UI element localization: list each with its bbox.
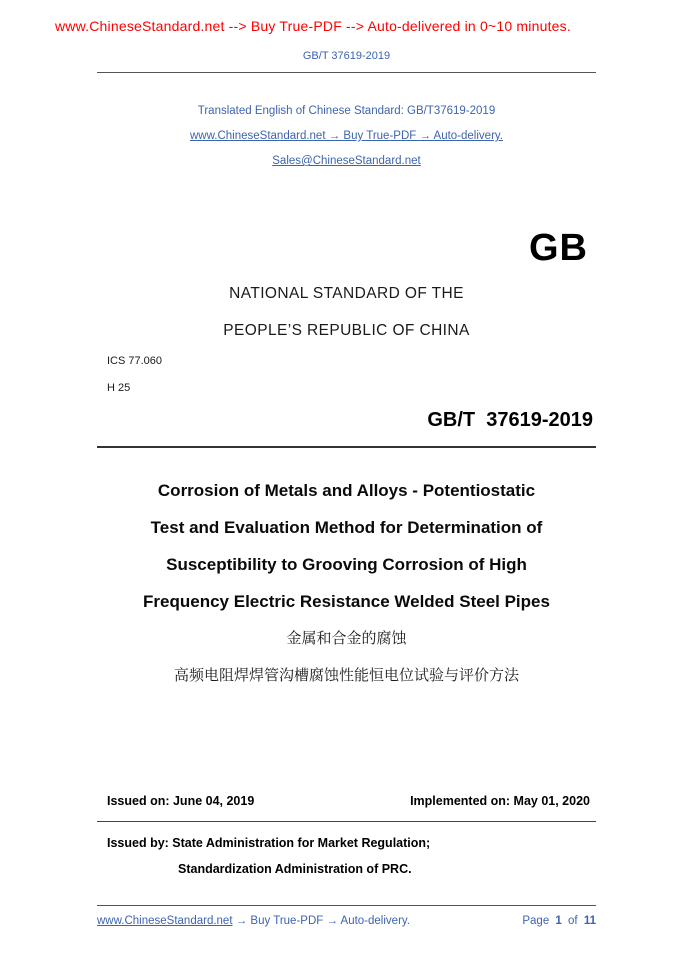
ics-code: ICS 77.060 bbox=[107, 355, 163, 367]
issued-by-line1: Issued by: State Administration for Market Regulation; bbox=[107, 836, 431, 850]
national-standard-line1: NATIONAL STANDARD OF THE bbox=[229, 285, 464, 302]
page-number: 1 bbox=[555, 915, 562, 927]
buy-pdf-link[interactable]: → Buy True-PDF → Auto-delivery. bbox=[325, 130, 503, 142]
implemented-date: Implemented on: May 01, 2020 bbox=[410, 794, 590, 808]
of-label: of bbox=[568, 915, 578, 927]
classification-code: H 25 bbox=[107, 382, 131, 394]
title-chinese-line-2: 高频电阻焊焊管沟槽腐蚀性能恒电位试验与评价方法 bbox=[173, 667, 519, 684]
footer-buy-pdf-link[interactable]: → Buy True-PDF → Auto-delivery. bbox=[232, 915, 410, 927]
standard-number: GB/T 37619-2019 bbox=[427, 409, 593, 431]
total-pages: 11 bbox=[583, 915, 596, 927]
doc-code-header: GB/T 37619-2019 bbox=[302, 50, 391, 62]
promo-banner: www.ChineseStandard.net --> Buy True-PDF --> Auto-delivered in 0~10 minutes. bbox=[55, 18, 571, 34]
title-line-4: Frequency Electric Resistance Welded Steel Pipes bbox=[143, 592, 550, 611]
website-link[interactable]: www.ChineseStandard.net bbox=[190, 130, 326, 142]
national-standard-line2: PEOPLE’S REPUBLIC OF CHINA bbox=[223, 322, 470, 339]
page-label: Page bbox=[522, 915, 550, 927]
footer-links bbox=[97, 914, 410, 928]
title-line-1: Corrosion of Metals and Alloys - Potentiostatic bbox=[157, 481, 536, 500]
page-footer bbox=[97, 905, 596, 928]
translated-standard-line: Translated English of Chinese Standard: GB/T37619-2019 bbox=[197, 105, 496, 117]
gb-logo: GB bbox=[529, 227, 588, 269]
page-indicator bbox=[519, 914, 596, 928]
document-title bbox=[0, 472, 693, 694]
email-line bbox=[0, 154, 693, 168]
dates-divider bbox=[97, 821, 596, 822]
footer-website-link[interactable]: www.ChineseStandard.net bbox=[97, 915, 233, 927]
issued-by-line2: Standardization Administration of PRC. bbox=[178, 862, 412, 876]
issued-date: Issued on: June 04, 2019 bbox=[107, 794, 255, 808]
header-divider bbox=[97, 72, 596, 73]
buy-line bbox=[0, 129, 693, 143]
title-divider bbox=[97, 446, 596, 448]
dates-row bbox=[0, 794, 693, 809]
title-chinese-line-1: 金属和合金的腐蚀 bbox=[286, 630, 407, 647]
sales-email-link[interactable]: Sales@ChineseStandard.net bbox=[272, 155, 421, 167]
title-line-2: Test and Evaluation Method for Determination of bbox=[150, 518, 543, 537]
title-line-3: Susceptibility to Grooving Corrosion of High bbox=[166, 555, 527, 574]
